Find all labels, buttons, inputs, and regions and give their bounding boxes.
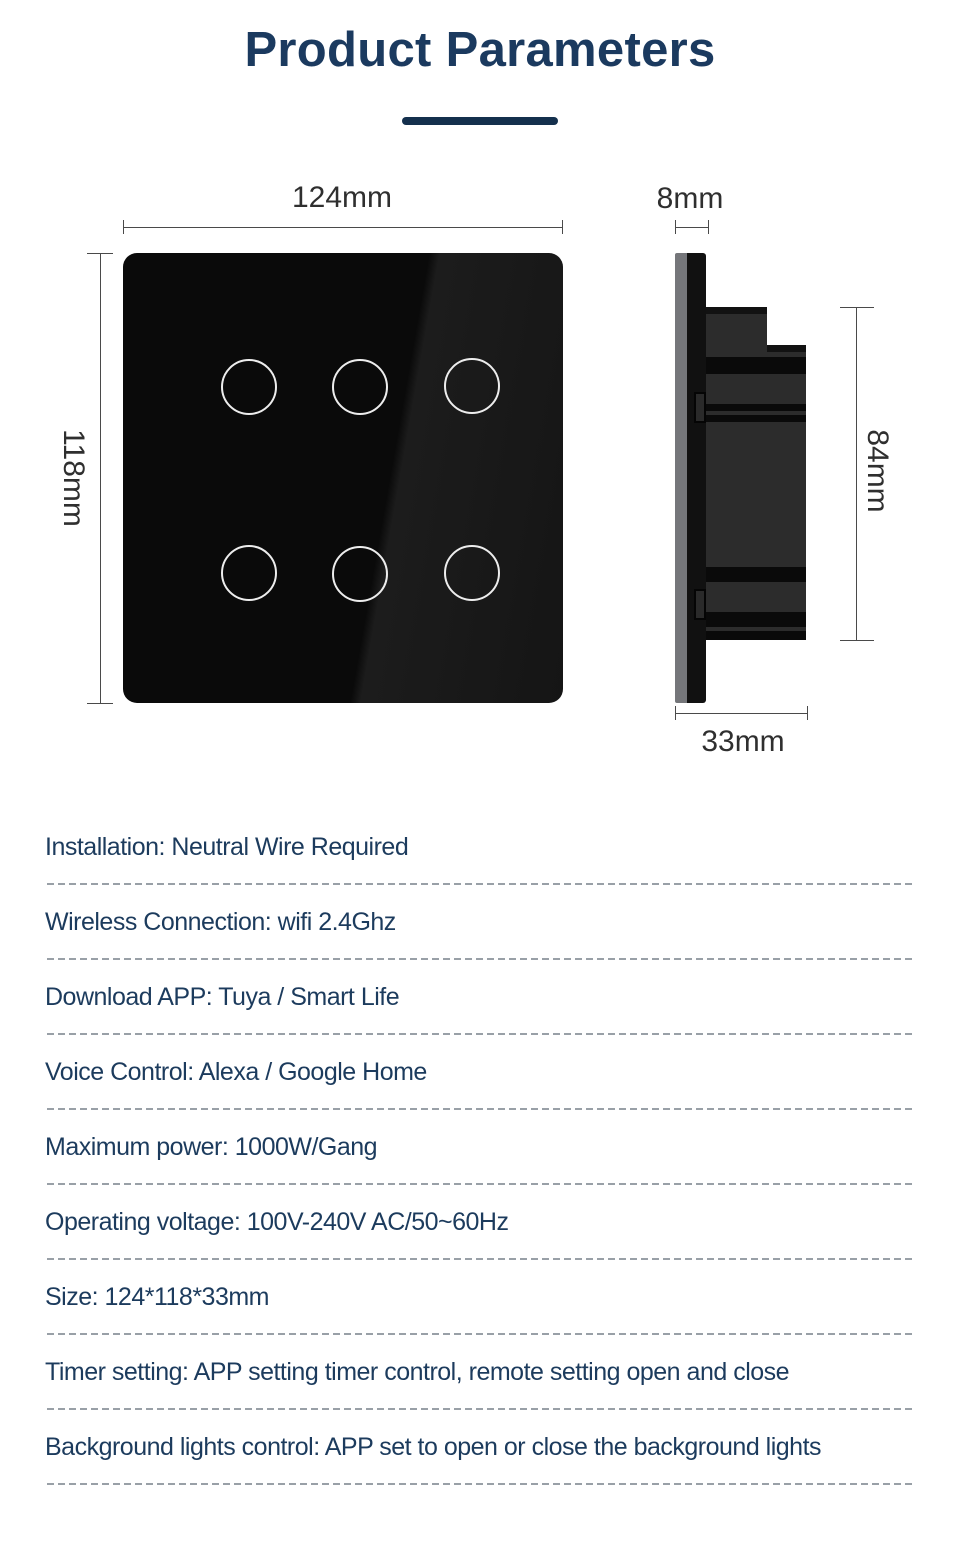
spec-row-operating-voltage: Operating voltage: 100V-240V AC/50~60Hz bbox=[45, 1185, 915, 1260]
front-width-label: 124mm bbox=[291, 181, 393, 214]
side-body-step bbox=[706, 307, 767, 352]
touch-button-circle-6 bbox=[444, 545, 500, 601]
dim-tick bbox=[562, 220, 563, 234]
side-glass-panel bbox=[687, 253, 706, 703]
side-thickness-label: 8mm bbox=[656, 182, 724, 215]
touch-button-circle-1 bbox=[221, 359, 277, 415]
dim-tick bbox=[675, 220, 676, 234]
dim-tick bbox=[840, 307, 874, 308]
side-body-ridge bbox=[706, 357, 806, 374]
dim-tick bbox=[807, 706, 808, 720]
spec-row-voice-control: Voice Control: Alexa / Google Home bbox=[45, 1035, 915, 1110]
side-depth-dim-line bbox=[675, 713, 807, 714]
spec-row-installation: Installation: Neutral Wire Required bbox=[45, 810, 915, 885]
side-depth-label: 33mm bbox=[701, 725, 785, 758]
front-height-label: 118mm bbox=[57, 429, 90, 527]
spec-row-maximum-power: Maximum power: 1000W/Gang bbox=[45, 1110, 915, 1185]
touch-button-circle-5 bbox=[332, 546, 388, 602]
dim-tick bbox=[123, 220, 124, 234]
page-title: Product Parameters bbox=[244, 23, 716, 77]
side-height-dim-line bbox=[856, 307, 857, 640]
title-underline bbox=[402, 117, 558, 125]
touch-button-circle-4 bbox=[221, 545, 277, 601]
side-body-ridge bbox=[706, 567, 806, 582]
dim-tick bbox=[840, 640, 874, 641]
side-mounting-clip bbox=[694, 589, 706, 620]
side-mounting-clip bbox=[694, 392, 706, 423]
side-body bbox=[706, 345, 806, 640]
side-glass-edge bbox=[675, 253, 687, 703]
side-height-label: 84mm bbox=[861, 429, 894, 513]
spec-row-download-app: Download APP: Tuya / Smart Life bbox=[45, 960, 915, 1035]
spec-row-background-lights: Background lights control: APP set to open or close the background lights bbox=[45, 1410, 915, 1485]
side-thickness-dim-line bbox=[675, 227, 708, 228]
spec-row-timer-setting: Timer setting: APP setting timer control, remote setting open and close bbox=[45, 1335, 915, 1410]
front-height-dim-line bbox=[100, 253, 101, 703]
spec-row-wireless: Wireless Connection: wifi 2.4Ghz bbox=[45, 885, 915, 960]
touch-button-circle-2 bbox=[332, 359, 388, 415]
spec-row-size: Size: 124*118*33mm bbox=[45, 1260, 915, 1335]
dim-tick bbox=[708, 220, 709, 234]
side-body-ridge bbox=[706, 415, 806, 422]
side-body-ridge bbox=[706, 631, 806, 640]
side-body-ridge bbox=[706, 612, 806, 627]
side-body-ridge bbox=[706, 404, 806, 411]
touch-button-circle-3 bbox=[444, 358, 500, 414]
dim-tick bbox=[675, 706, 676, 720]
dim-tick bbox=[87, 253, 113, 254]
switch-front-panel bbox=[123, 253, 563, 703]
front-width-dim-line bbox=[123, 227, 563, 228]
spec-list bbox=[45, 810, 915, 1485]
dim-tick bbox=[87, 703, 113, 704]
